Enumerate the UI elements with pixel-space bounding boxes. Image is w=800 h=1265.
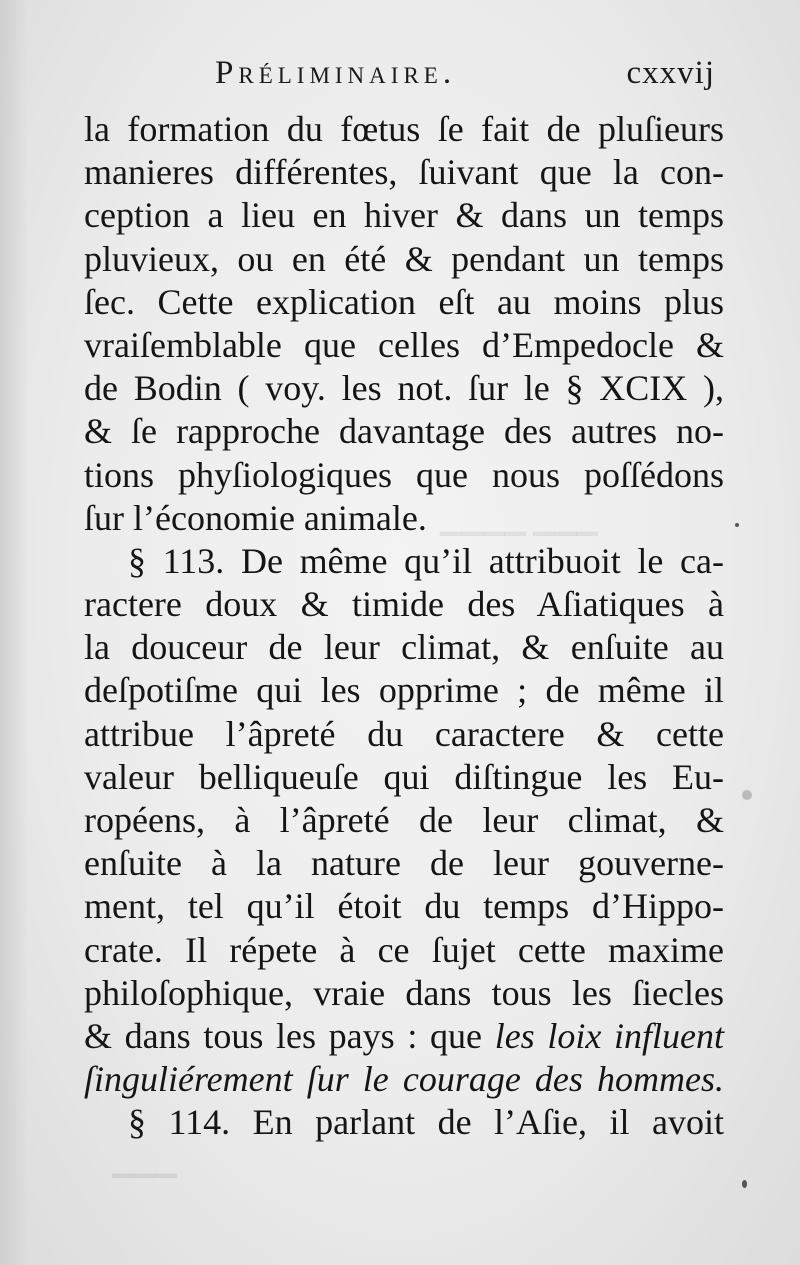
text-line: la douceur de leur climat, & enſuite au <box>84 627 724 668</box>
text-line: ractere doux & timide des Aſiatiques à <box>84 584 724 625</box>
text-line: ropéens, à l’âpreté de leur climat, & <box>84 800 724 840</box>
page-number: cxxvij <box>626 55 715 91</box>
text-line: attribue l’âpreté du caractere & cette <box>84 713 724 754</box>
text-line: enſuite à la nature de leur gouverne- <box>84 843 724 884</box>
maxim-italic-line: ſinguliérement ſur le courage des hommes. <box>84 1059 724 1100</box>
running-title: Préliminaire. <box>215 55 457 91</box>
section-114-start: § 114. En parlant de l’Aſie, il avoit <box>128 1102 724 1143</box>
text-line: la formation du fœtus ſe fait de pluſieurs <box>84 109 724 149</box>
running-header <box>215 55 715 100</box>
paper-speck <box>742 790 752 800</box>
text-line: ception a lieu en hiver & dans un temps <box>84 195 724 236</box>
show-through-ghost-text: ▁▁▁ ▁▁▁▁ <box>440 505 598 536</box>
paper-speck <box>742 1180 747 1188</box>
text-line: valeur belliqueuſe qui diſtingue les Eu- <box>84 756 724 797</box>
text-line: de Bodin ( voy. les not. ſur le § XCIX ), <box>84 368 724 409</box>
paper-speck <box>735 523 739 527</box>
text-line: ment, tel qu’il étoit du temps d’Hippo- <box>84 886 724 927</box>
section-113-start: § 113. De même qu’il attribuoit le ca- <box>128 540 724 581</box>
text-line: vraiſemblable que celles d’Empedocle & <box>84 324 724 365</box>
text-line: & ſe rapproche davantage des autres no- <box>84 411 724 452</box>
line-roman-part: & dans tous les pays : que <box>84 1015 495 1056</box>
text-line: crate. Il répete à ce ſujet cette maxime <box>84 929 724 970</box>
text-line: tions phyſiologiques que nous poſſédons <box>84 454 724 495</box>
maxim-italic-part: les loix influent <box>494 1015 724 1056</box>
body-text <box>84 108 724 1145</box>
text-line: deſpotiſme qui les opprime ; de même il <box>84 670 724 711</box>
paragraph-end-line: ſur l’économie animale. <box>84 497 427 538</box>
text-line: ſec. Cette explication eſt au moins plus <box>84 281 724 322</box>
text-line: pluvieux, ou en été & pendant un temps <box>84 238 724 279</box>
text-line: philoſophique, vraie dans tous les ſiecles <box>84 972 724 1013</box>
text-line <box>84 1015 724 1058</box>
text-line: manieres différentes, ſuivant que la con- <box>84 152 724 193</box>
show-through-ghost-text: ▁▁▁ <box>112 1147 177 1178</box>
